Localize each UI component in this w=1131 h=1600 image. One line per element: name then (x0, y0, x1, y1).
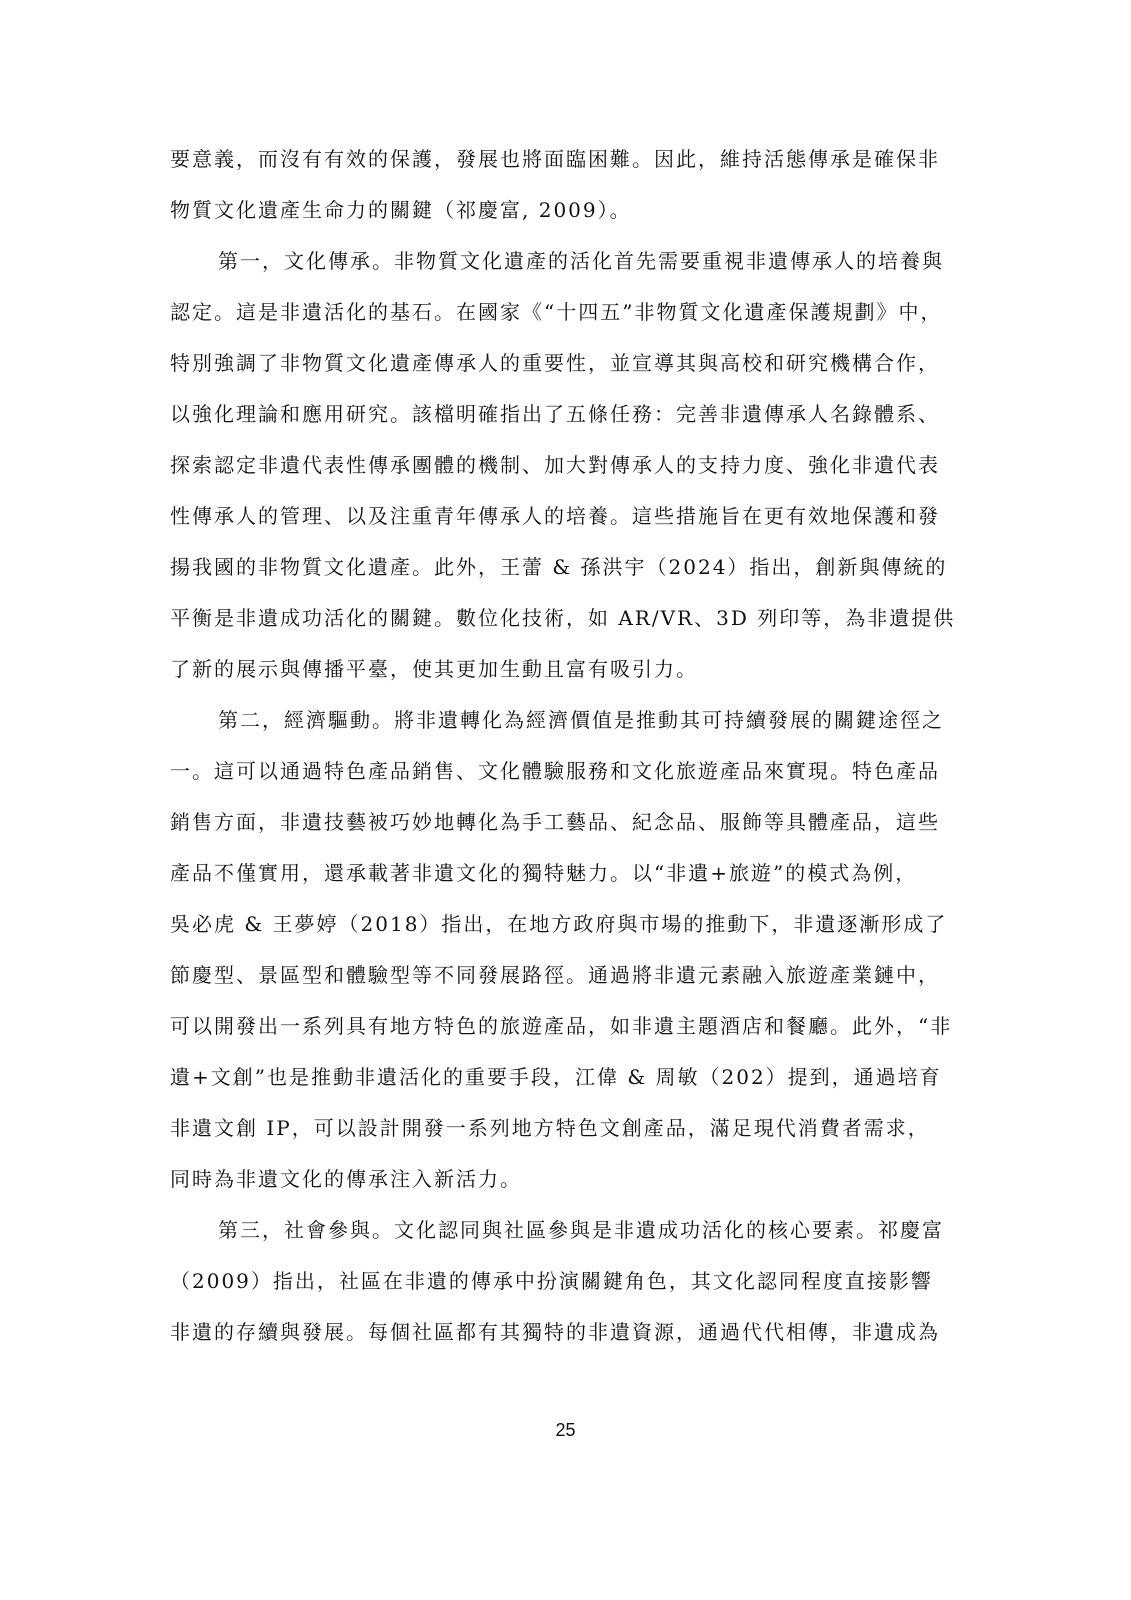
text-line: 一。這可以通過特色產品銷售、文化體驗服務和文化旅遊產品來實現。特色產品 (170, 759, 940, 783)
text-line: 了新的展示與傳播平臺，使其更加生動且富有吸引力。 (170, 657, 698, 681)
text-line: 物質文化遺產生命力的關鍵（祁慶富, 2009）。 (170, 198, 632, 222)
text-line: 認定。這是非遺活化的基石。在國家《“十四五”非物質文化遺產保護規劃》中， (170, 300, 943, 324)
text-line: 可以開發出一系列具有地方特色的旅遊產品，如非遺主題酒店和餐廳。此外，“非 (170, 1014, 953, 1038)
text-line: 非遺的存續與發展。每個社區都有其獨特的非遺資源，通過代代相傳，非遺成為 (170, 1320, 940, 1344)
text-line: 非遺文創 IP，可以設計開發一系列地方特色文創產品，滿足現代消費者需求， (170, 1116, 930, 1140)
text-line: 銷售方面，非遺技藝被巧妙地轉化為手工藝品、紀念品、服飾等具體產品，這些 (170, 810, 940, 834)
text-line: 以強化理論和應用研究。該檔明確指出了五條任務：完善非遺傳承人名錄體系、 (170, 402, 940, 426)
paragraph-first-line: 第三，社會參與。文化認同與社區參與是非遺成功活化的核心要素。祁慶富 (218, 1218, 944, 1242)
page-number: 25 (555, 1420, 576, 1440)
text-line: 特別強調了非物質文化遺產傳承人的重要性，並宣導其與高校和研究機構合作， (170, 351, 940, 375)
text-line: 要意義，而沒有有效的保護，發展也將面臨困難。因此，維持活態傳承是確保非 (170, 147, 940, 171)
text-line: 探索認定非遺代表性傳承團體的機制、加大對傳承人的支持力度、強化非遺代表 (170, 453, 940, 477)
text-line: 產品不僅實用，還承載著非遺文化的獨特魅力。以“非遺+旅遊”的模式為例， (170, 861, 918, 885)
text-line: 吳必虎 & 王夢婷（2018）指出，在地方政府與市場的推動下，非遺逐漸形成了 (170, 912, 948, 936)
text-line: 同時為非遺文化的傳承注入新活力。 (170, 1167, 522, 1191)
text-line: 遺+文創”也是推動非遺活化的重要手段，江偉 & 周敏（202）提到，通過培育 (170, 1065, 942, 1089)
text-line: 揚我國的非物質文化遺產。此外，王蕾 & 孫洪宇（2024）指出，創新與傳統的 (170, 555, 948, 579)
text-line: 節慶型、景區型和體驗型等不同發展路徑。通過將非遺元素融入旅遊產業鏈中， (170, 963, 940, 987)
paragraph-first-line: 第一，文化傳承。非物質文化遺產的活化首先需要重視非遺傳承人的培養與 (218, 249, 944, 273)
text-line: 平衡是非遺成功活化的關鍵。數位化技術，如 AR/VR、3D 列印等，為非遺提供 (170, 606, 956, 630)
text-line: 性傳承人的管理、以及注重青年傳承人的培養。這些措施旨在更有效地保護和發 (170, 504, 940, 528)
text-line: （2009）指出，社區在非遺的傳承中扮演關鍵角色，其文化認同程度直接影響 (170, 1269, 933, 1293)
paragraph-first-line: 第二，經濟驅動。將非遺轉化為經濟價值是推動其可持續發展的關鍵途徑之 (218, 708, 944, 732)
